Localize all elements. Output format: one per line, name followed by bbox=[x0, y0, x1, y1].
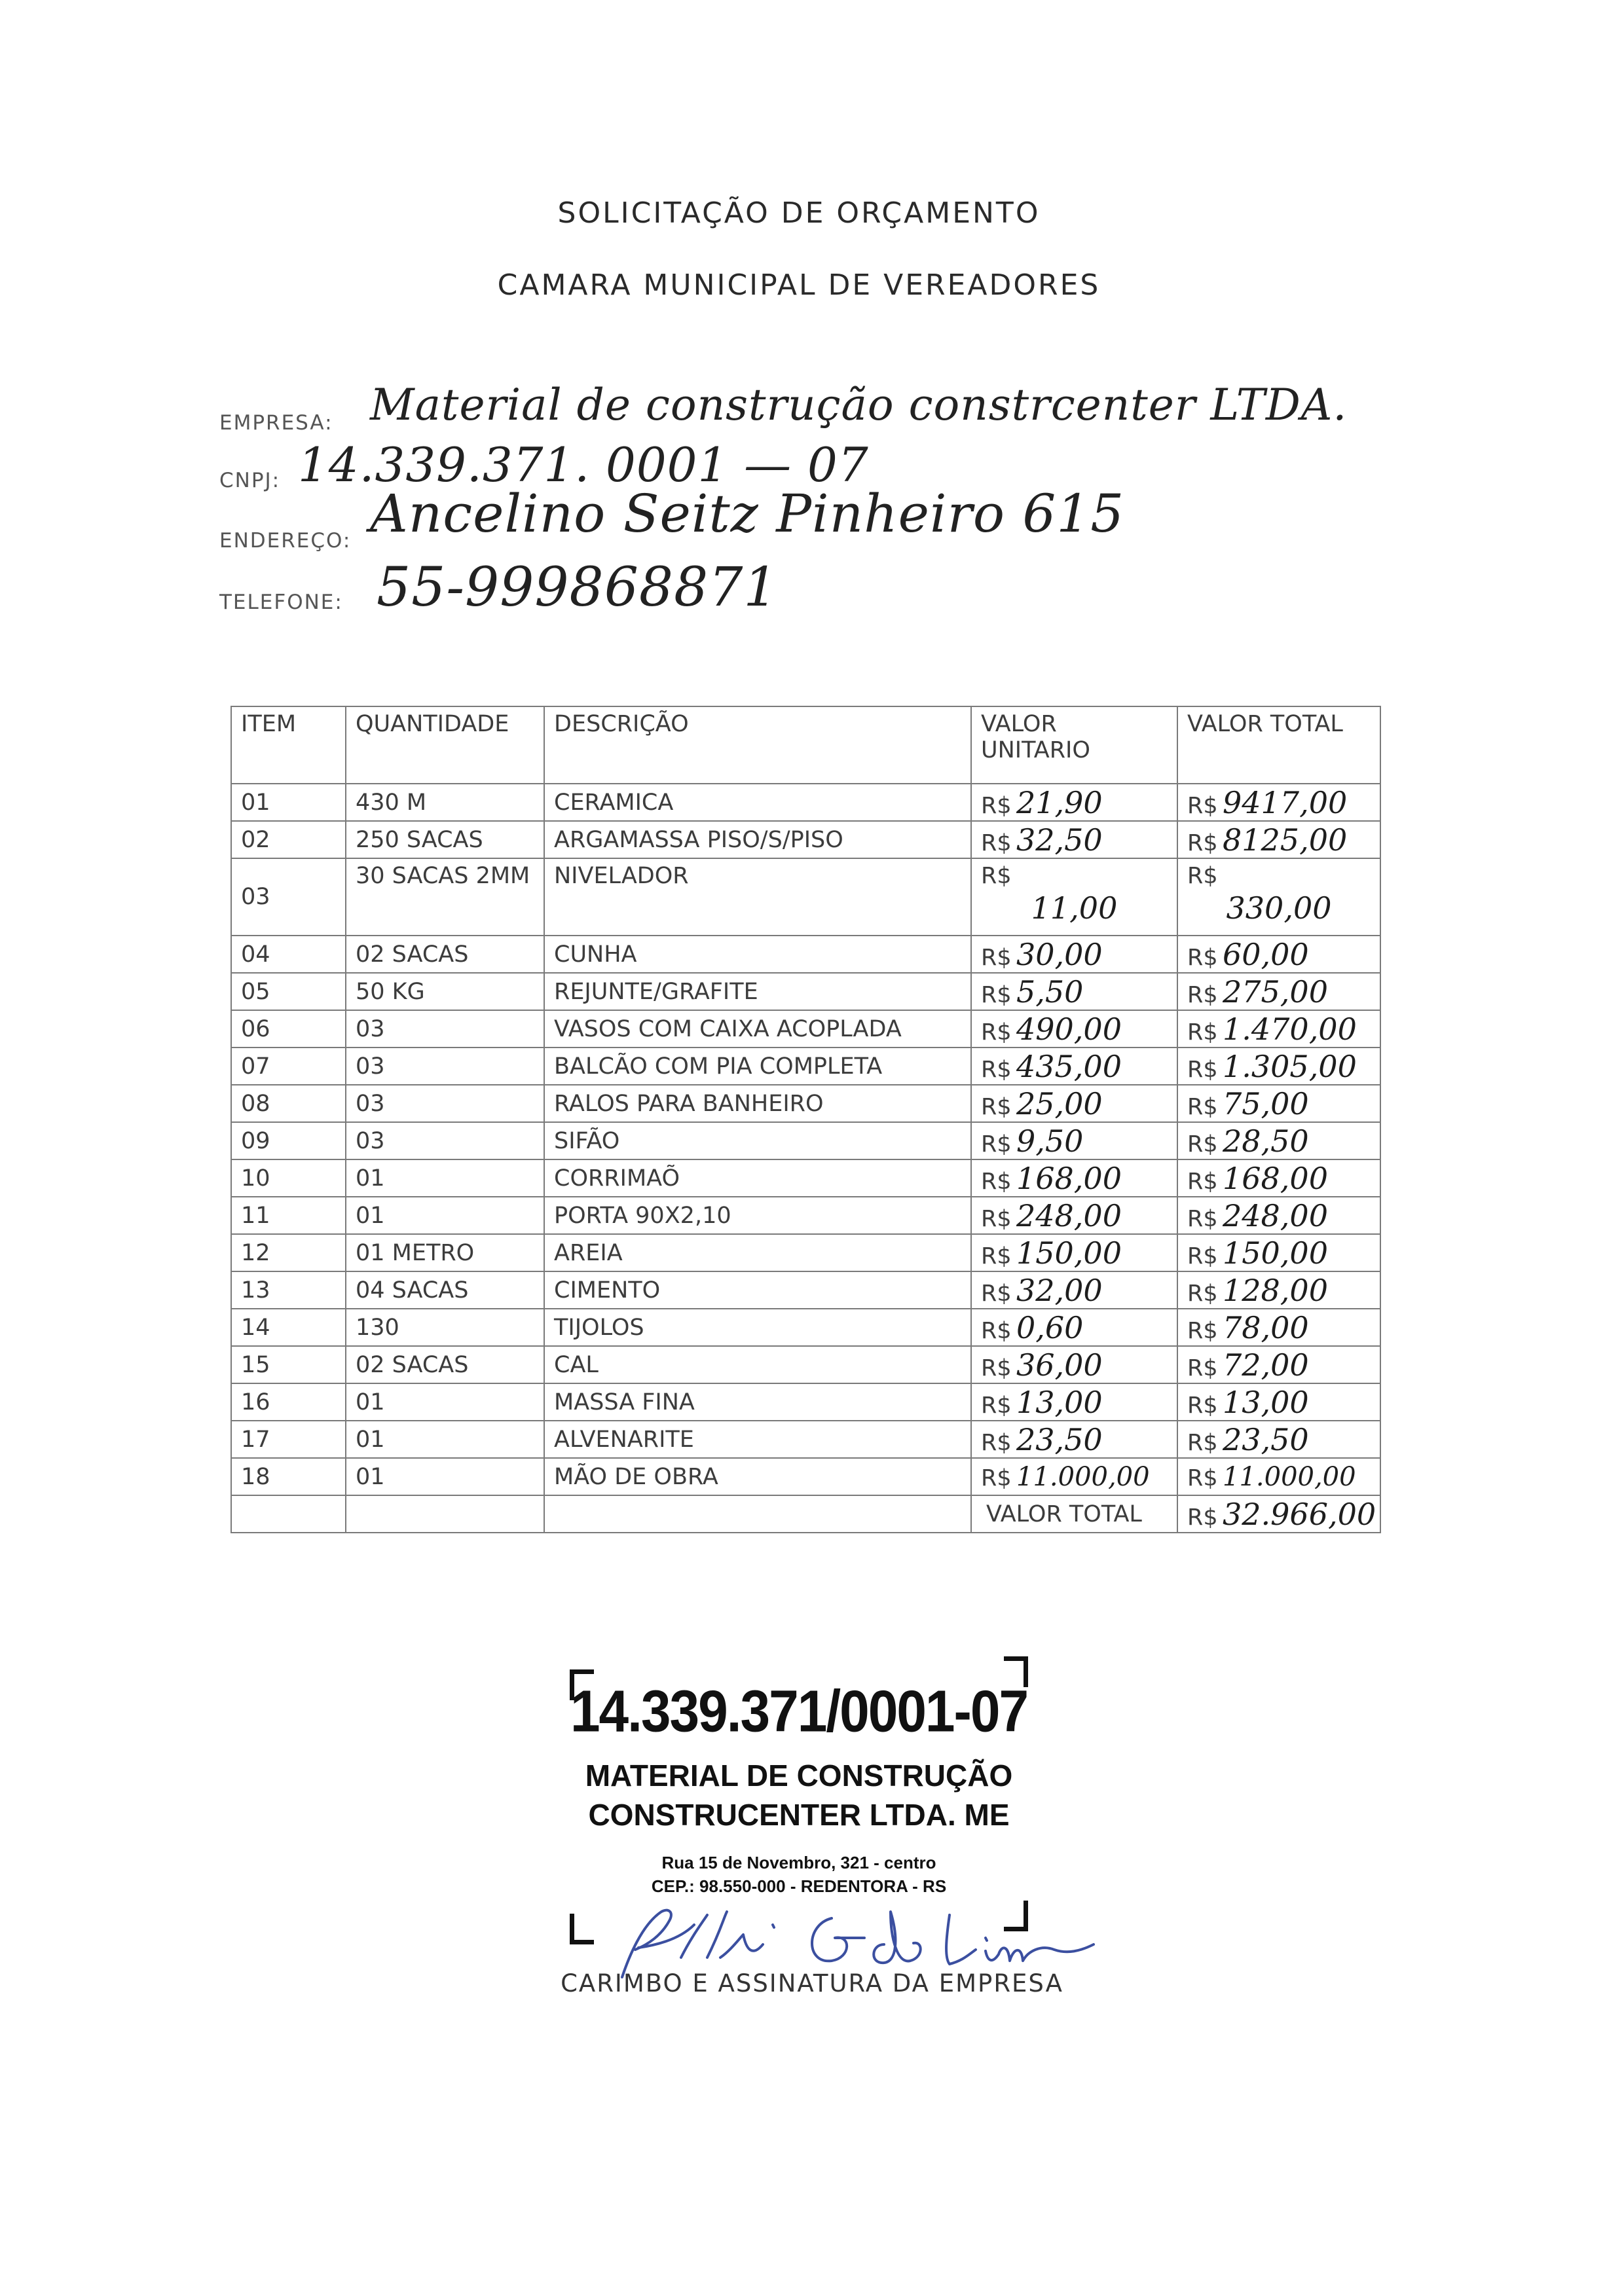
description-cell: BALCÃO COM PIA COMPLETA bbox=[544, 1048, 971, 1085]
description-cell: CIMENTO bbox=[544, 1271, 971, 1309]
unit-price-value: 23,50 bbox=[1016, 1421, 1103, 1457]
currency-label: R$ bbox=[981, 981, 1012, 1008]
total-value: 32.966,00 bbox=[1223, 1496, 1376, 1532]
header-quantidade: QUANTIDADE bbox=[346, 706, 544, 784]
quantity-cell: 250 SACAS bbox=[346, 821, 544, 858]
unit-price-value: 32,50 bbox=[1016, 822, 1103, 858]
unit-price-cell bbox=[971, 858, 1177, 936]
currency-label: R$ bbox=[981, 863, 1012, 889]
currency-label: R$ bbox=[1187, 1392, 1218, 1419]
table-row bbox=[231, 784, 1380, 821]
currency-label: R$ bbox=[981, 1168, 1012, 1195]
currency-label: R$ bbox=[981, 1093, 1012, 1120]
unit-price-value: 36,00 bbox=[1016, 1347, 1103, 1383]
table-row bbox=[231, 821, 1380, 858]
description-cell: PORTA 90X2,10 bbox=[544, 1197, 971, 1234]
unit-price-value: 5,50 bbox=[1016, 974, 1084, 1010]
total-price-value: 75,00 bbox=[1223, 1085, 1309, 1121]
total-price-cell bbox=[1177, 1421, 1380, 1458]
item-cell: 12 bbox=[231, 1234, 346, 1271]
document-subtitle: CAMARA MUNICIPAL DE VEREADORES bbox=[497, 268, 1101, 302]
unit-price-cell bbox=[971, 1197, 1177, 1234]
total-price-value: 11.000,00 bbox=[1223, 1461, 1356, 1492]
unit-price-cell bbox=[971, 1383, 1177, 1421]
total-price-cell bbox=[1177, 1197, 1380, 1234]
currency-label: R$ bbox=[981, 944, 1012, 971]
unit-price-cell bbox=[971, 936, 1177, 973]
total-price-cell bbox=[1177, 1085, 1380, 1122]
total-price-cell bbox=[1177, 858, 1380, 936]
currency-label: R$ bbox=[981, 1243, 1012, 1269]
unit-price-value: 11.000,00 bbox=[1016, 1461, 1150, 1492]
currency-label: R$ bbox=[1187, 1355, 1218, 1381]
item-cell: 09 bbox=[231, 1122, 346, 1159]
total-price-value: 23,50 bbox=[1223, 1421, 1309, 1457]
total-price-value: 1.305,00 bbox=[1223, 1048, 1357, 1084]
table-row bbox=[231, 1383, 1380, 1421]
currency-label: R$ bbox=[1187, 1019, 1218, 1046]
total-price-value: 78,00 bbox=[1223, 1309, 1309, 1345]
unit-price-value: 25,00 bbox=[1016, 1085, 1103, 1121]
unit-price-value: 32,00 bbox=[1016, 1272, 1103, 1308]
endereco-field bbox=[219, 483, 1125, 553]
quantity-cell: 130 bbox=[346, 1309, 544, 1346]
quantity-cell: 01 bbox=[346, 1383, 544, 1421]
currency-label: R$ bbox=[1187, 1131, 1218, 1157]
table-row bbox=[231, 936, 1380, 973]
description-cell: CUNHA bbox=[544, 936, 971, 973]
table-row bbox=[231, 1309, 1380, 1346]
description-cell: CERAMICA bbox=[544, 784, 971, 821]
currency-label: R$ bbox=[981, 1465, 1012, 1491]
total-value-cell bbox=[1177, 1495, 1380, 1533]
quantity-cell: 01 bbox=[346, 1421, 544, 1458]
unit-price-cell bbox=[971, 1458, 1177, 1495]
description-cell: CAL bbox=[544, 1346, 971, 1383]
unit-price-value: 150,00 bbox=[1016, 1235, 1122, 1271]
total-price-cell bbox=[1177, 1309, 1380, 1346]
currency-label: R$ bbox=[1187, 1205, 1218, 1232]
endereco-value: Ancelino Seitz Pinheiro 615 bbox=[370, 483, 1125, 544]
currency-label: R$ bbox=[1187, 1056, 1218, 1083]
currency-label: R$ bbox=[1187, 1504, 1218, 1531]
unit-price-value: 435,00 bbox=[1016, 1048, 1122, 1084]
quantity-cell: 50 KG bbox=[346, 973, 544, 1010]
item-cell: 04 bbox=[231, 936, 346, 973]
description-cell: REJUNTE/GRAFITE bbox=[544, 973, 971, 1010]
unit-price-cell bbox=[971, 973, 1177, 1010]
item-cell: 01 bbox=[231, 784, 346, 821]
quantity-cell: 30 SACAS 2MM bbox=[346, 858, 544, 936]
document-title: SOLICITAÇÃO DE ORÇAMENTO bbox=[557, 196, 1041, 230]
currency-label: R$ bbox=[1187, 792, 1218, 819]
quantity-cell: 01 bbox=[346, 1159, 544, 1197]
item-cell: 15 bbox=[231, 1346, 346, 1383]
header-valor-unitario: VALOR UNITARIO bbox=[971, 706, 1177, 784]
unit-price-cell bbox=[971, 821, 1177, 858]
table-row bbox=[231, 1122, 1380, 1159]
currency-label: R$ bbox=[981, 1317, 1012, 1344]
table-row bbox=[231, 1346, 1380, 1383]
total-price-value: 275,00 bbox=[1223, 974, 1328, 1010]
table-row bbox=[231, 1234, 1380, 1271]
total-price-value: 168,00 bbox=[1223, 1160, 1328, 1196]
total-price-value: 1.470,00 bbox=[1223, 1011, 1357, 1047]
unit-price-cell bbox=[971, 1159, 1177, 1197]
total-label: VALOR TOTAL bbox=[971, 1495, 1177, 1533]
unit-price-value: 21,90 bbox=[1016, 784, 1103, 820]
currency-label: R$ bbox=[981, 1205, 1012, 1232]
stamp-address: CEP.: 98.550-000 - REDENTORA - RS bbox=[651, 1876, 947, 1896]
total-price-cell bbox=[1177, 1346, 1380, 1383]
currency-label: R$ bbox=[981, 1429, 1012, 1456]
quantity-cell: 04 SACAS bbox=[346, 1271, 544, 1309]
description-cell: CORRIMAÕ bbox=[544, 1159, 971, 1197]
unit-price-cell bbox=[971, 1048, 1177, 1085]
total-price-cell bbox=[1177, 936, 1380, 973]
total-price-cell bbox=[1177, 784, 1380, 821]
unit-price-cell bbox=[971, 1010, 1177, 1048]
total-price-value: 28,50 bbox=[1223, 1123, 1309, 1159]
currency-label: R$ bbox=[1187, 1243, 1218, 1269]
description-cell: MÃO DE OBRA bbox=[544, 1458, 971, 1495]
telefone-field bbox=[219, 556, 779, 619]
stamp-cnpj: 14.339.371/0001-07 bbox=[570, 1679, 1028, 1745]
description-cell: RALOS PARA BANHEIRO bbox=[544, 1085, 971, 1122]
unit-price-cell bbox=[971, 1234, 1177, 1271]
endereco-label: ENDEREÇO: bbox=[219, 529, 352, 553]
currency-label: R$ bbox=[981, 1131, 1012, 1157]
currency-label: R$ bbox=[1187, 944, 1218, 971]
total-price-cell bbox=[1177, 1458, 1380, 1495]
unit-price-value: 13,00 bbox=[1016, 1384, 1103, 1420]
currency-label: R$ bbox=[1187, 1465, 1218, 1491]
item-cell: 11 bbox=[231, 1197, 346, 1234]
quantity-cell: 03 bbox=[346, 1048, 544, 1085]
total-price-value: 8125,00 bbox=[1223, 822, 1348, 858]
currency-label: R$ bbox=[981, 1280, 1012, 1307]
cnpj-label: CNPJ: bbox=[219, 469, 281, 492]
total-price-cell bbox=[1177, 973, 1380, 1010]
header-descricao: DESCRIÇÃO bbox=[544, 706, 971, 784]
item-cell: 14 bbox=[231, 1309, 346, 1346]
item-cell: 17 bbox=[231, 1421, 346, 1458]
total-empty-cell bbox=[231, 1495, 346, 1533]
item-cell: 05 bbox=[231, 973, 346, 1010]
item-cell: 02 bbox=[231, 821, 346, 858]
currency-label: R$ bbox=[1187, 863, 1218, 889]
total-price-value: 13,00 bbox=[1223, 1384, 1309, 1420]
signature-caption: CARIMBO E ASSINATURA DA EMPRESA bbox=[561, 1969, 1063, 1997]
total-price-cell bbox=[1177, 1159, 1380, 1197]
unit-price-cell bbox=[971, 1346, 1177, 1383]
table-row bbox=[231, 1197, 1380, 1234]
table-row bbox=[231, 973, 1380, 1010]
total-price-value: 60,00 bbox=[1223, 936, 1309, 972]
unit-price-cell bbox=[971, 1271, 1177, 1309]
total-price-cell bbox=[1177, 1234, 1380, 1271]
total-empty-cell bbox=[346, 1495, 544, 1533]
unit-price-cell bbox=[971, 1309, 1177, 1346]
quantity-cell: 03 bbox=[346, 1122, 544, 1159]
stamp-address: Rua 15 de Novembro, 321 - centro bbox=[661, 1853, 936, 1872]
total-empty-cell bbox=[544, 1495, 971, 1533]
stamp-company-name: MATERIAL DE CONSTRUÇÃO bbox=[585, 1758, 1013, 1793]
item-cell: 16 bbox=[231, 1383, 346, 1421]
total-row bbox=[231, 1495, 1380, 1533]
item-cell: 10 bbox=[231, 1159, 346, 1197]
quantity-cell: 03 bbox=[346, 1010, 544, 1048]
currency-label: R$ bbox=[1187, 829, 1218, 856]
telefone-value: 55-999868871 bbox=[377, 556, 779, 619]
quantity-cell: 02 SACAS bbox=[346, 936, 544, 973]
table-row bbox=[231, 1085, 1380, 1122]
empresa-value: Material de construção constrcenter LTDA. bbox=[370, 380, 1348, 430]
table-row bbox=[231, 1048, 1380, 1085]
description-cell: AREIA bbox=[544, 1234, 971, 1271]
quantity-cell: 01 bbox=[346, 1197, 544, 1234]
currency-label: R$ bbox=[981, 829, 1012, 856]
item-cell: 18 bbox=[231, 1458, 346, 1495]
unit-price-cell bbox=[971, 1122, 1177, 1159]
currency-label: R$ bbox=[981, 1056, 1012, 1083]
currency-label: R$ bbox=[1187, 1317, 1218, 1344]
item-cell: 13 bbox=[231, 1271, 346, 1309]
unit-price-cell bbox=[971, 1421, 1177, 1458]
total-price-cell bbox=[1177, 1271, 1380, 1309]
item-cell: 07 bbox=[231, 1048, 346, 1085]
quantity-cell: 03 bbox=[346, 1085, 544, 1122]
stamp-corner bbox=[570, 1914, 594, 1944]
currency-label: R$ bbox=[1187, 1168, 1218, 1195]
empresa-label: EMPRESA: bbox=[219, 411, 333, 435]
budget-table bbox=[231, 706, 1381, 1533]
table-row bbox=[231, 858, 1380, 936]
total-price-value: 330,00 bbox=[1226, 890, 1332, 926]
table-row bbox=[231, 1271, 1380, 1309]
table-row bbox=[231, 1010, 1380, 1048]
quantity-cell: 430 M bbox=[346, 784, 544, 821]
unit-price-value: 11,00 bbox=[1031, 890, 1118, 926]
total-price-value: 128,00 bbox=[1223, 1272, 1328, 1308]
currency-label: R$ bbox=[981, 1019, 1012, 1046]
currency-label: R$ bbox=[981, 1355, 1012, 1381]
total-price-value: 9417,00 bbox=[1223, 784, 1348, 820]
quantity-cell: 02 SACAS bbox=[346, 1346, 544, 1383]
total-price-cell bbox=[1177, 1383, 1380, 1421]
table-header-row bbox=[231, 706, 1380, 784]
description-cell: ARGAMASSA PISO/S/PISO bbox=[544, 821, 971, 858]
unit-price-value: 168,00 bbox=[1016, 1160, 1122, 1196]
description-cell: TIJOLOS bbox=[544, 1309, 971, 1346]
unit-price-value: 248,00 bbox=[1016, 1197, 1122, 1233]
quantity-cell: 01 bbox=[346, 1458, 544, 1495]
unit-price-value: 9,50 bbox=[1016, 1123, 1084, 1159]
currency-label: R$ bbox=[1187, 1280, 1218, 1307]
cnpj-field bbox=[219, 437, 869, 492]
unit-price-cell bbox=[971, 784, 1177, 821]
description-cell: MASSA FINA bbox=[544, 1383, 971, 1421]
description-cell: NIVELADOR bbox=[544, 858, 971, 936]
item-cell: 03 bbox=[231, 858, 346, 936]
table-row bbox=[231, 1421, 1380, 1458]
table-row bbox=[231, 1458, 1380, 1495]
item-cell: 06 bbox=[231, 1010, 346, 1048]
description-cell: VASOS COM CAIXA ACOPLADA bbox=[544, 1010, 971, 1048]
total-price-cell bbox=[1177, 821, 1380, 858]
telefone-label: TELEFONE: bbox=[219, 591, 343, 614]
unit-price-value: 30,00 bbox=[1016, 936, 1103, 972]
currency-label: R$ bbox=[981, 792, 1012, 819]
total-price-value: 150,00 bbox=[1223, 1235, 1328, 1271]
item-cell: 08 bbox=[231, 1085, 346, 1122]
description-cell: SIFÃO bbox=[544, 1122, 971, 1159]
quantity-cell: 01 METRO bbox=[346, 1234, 544, 1271]
stamp-company-name: CONSTRUCENTER LTDA. ME bbox=[588, 1798, 1010, 1832]
currency-label: R$ bbox=[981, 1392, 1012, 1419]
total-price-value: 72,00 bbox=[1223, 1347, 1309, 1383]
unit-price-value: 0,60 bbox=[1016, 1309, 1084, 1345]
total-price-cell bbox=[1177, 1048, 1380, 1085]
currency-label: R$ bbox=[1187, 1093, 1218, 1120]
unit-price-cell bbox=[971, 1085, 1177, 1122]
empresa-field bbox=[219, 380, 1348, 435]
header-item: ITEM bbox=[231, 706, 346, 784]
description-cell: ALVENARITE bbox=[544, 1421, 971, 1458]
currency-label: R$ bbox=[1187, 981, 1218, 1008]
total-price-cell bbox=[1177, 1010, 1380, 1048]
unit-price-value: 490,00 bbox=[1016, 1011, 1122, 1047]
cnpj-value: 14.339.371. 0001 — 07 bbox=[298, 437, 869, 492]
total-price-cell bbox=[1177, 1122, 1380, 1159]
table-row bbox=[231, 1159, 1380, 1197]
header-valor-total: VALOR TOTAL bbox=[1177, 706, 1380, 784]
currency-label: R$ bbox=[1187, 1429, 1218, 1456]
total-price-value: 248,00 bbox=[1223, 1197, 1328, 1233]
